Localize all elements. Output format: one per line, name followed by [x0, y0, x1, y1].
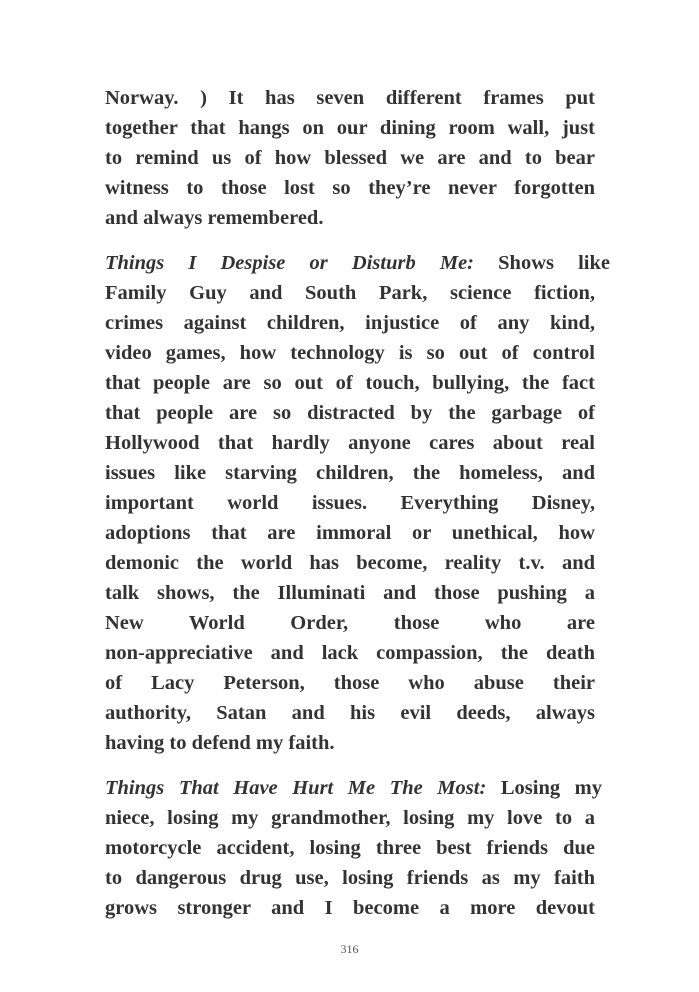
- paragraph-first-line: [105, 248, 610, 278]
- text-line: motorcycle accident, losing three best friends due: [105, 837, 595, 859]
- text-line: together that hangs on our dining room wall, just: [105, 117, 595, 139]
- paragraph-first-line: [105, 773, 602, 803]
- text-line: Family Guy and South Park, science fiction,: [105, 282, 595, 304]
- text-line: non-appreciative and lack compassion, the death: [105, 642, 595, 664]
- text-line: crimes against children, injustice of any kind,: [105, 312, 595, 334]
- text-line: niece, losing my grandmother, losing my love to a: [105, 807, 595, 829]
- text-line: that people are so out of touch, bullying, the fact: [105, 372, 595, 394]
- text-line: to dangerous drug use, losing friends as my faith: [105, 867, 595, 889]
- text-run: Losing my: [500, 777, 603, 799]
- text-line: New World Order, those who are: [105, 612, 595, 634]
- paragraph-things-that-hurt: [105, 773, 602, 923]
- text-line: that people are so distracted by the garbage of: [105, 402, 595, 424]
- page-number: 316: [340, 942, 359, 956]
- text-line: to remind us of how blessed we are and to bear: [105, 147, 595, 169]
- text-line: and always remembered.: [105, 207, 324, 229]
- text-line: of Lacy Peterson, those who abuse their: [105, 672, 595, 694]
- text-line: important world issues. Everything Disney,: [105, 492, 595, 514]
- paragraph-family-frames: [105, 83, 595, 233]
- text-line: issues like starving children, the homeless, and: [105, 462, 595, 484]
- text-run: Shows like: [498, 252, 611, 274]
- text-line: talk shows, the Illuminati and those pushing a: [105, 582, 595, 604]
- text-line: demonic the world has become, reality t.v. and: [105, 552, 595, 574]
- paragraph-things-i-despise: [105, 248, 610, 758]
- text-line: authority, Satan and his evil deeds, always: [105, 702, 595, 724]
- text-line: witness to those lost so they’re never forgotten: [105, 177, 595, 199]
- text-line: having to defend my faith.: [105, 732, 335, 754]
- section-heading: Things I Despise or Disturb Me:: [105, 252, 474, 274]
- text-line: video games, how technology is so out of control: [105, 342, 595, 364]
- text-line: grows stronger and I become a more devout: [105, 897, 595, 919]
- text-line: adoptions that are immoral or unethical, how: [105, 522, 595, 544]
- text-line: Hollywood that hardly anyone cares about real: [105, 432, 595, 454]
- section-heading: Things That Have Hurt Me The Most:: [105, 777, 487, 799]
- text-line: Norway. ) It has seven different frames put: [105, 87, 595, 109]
